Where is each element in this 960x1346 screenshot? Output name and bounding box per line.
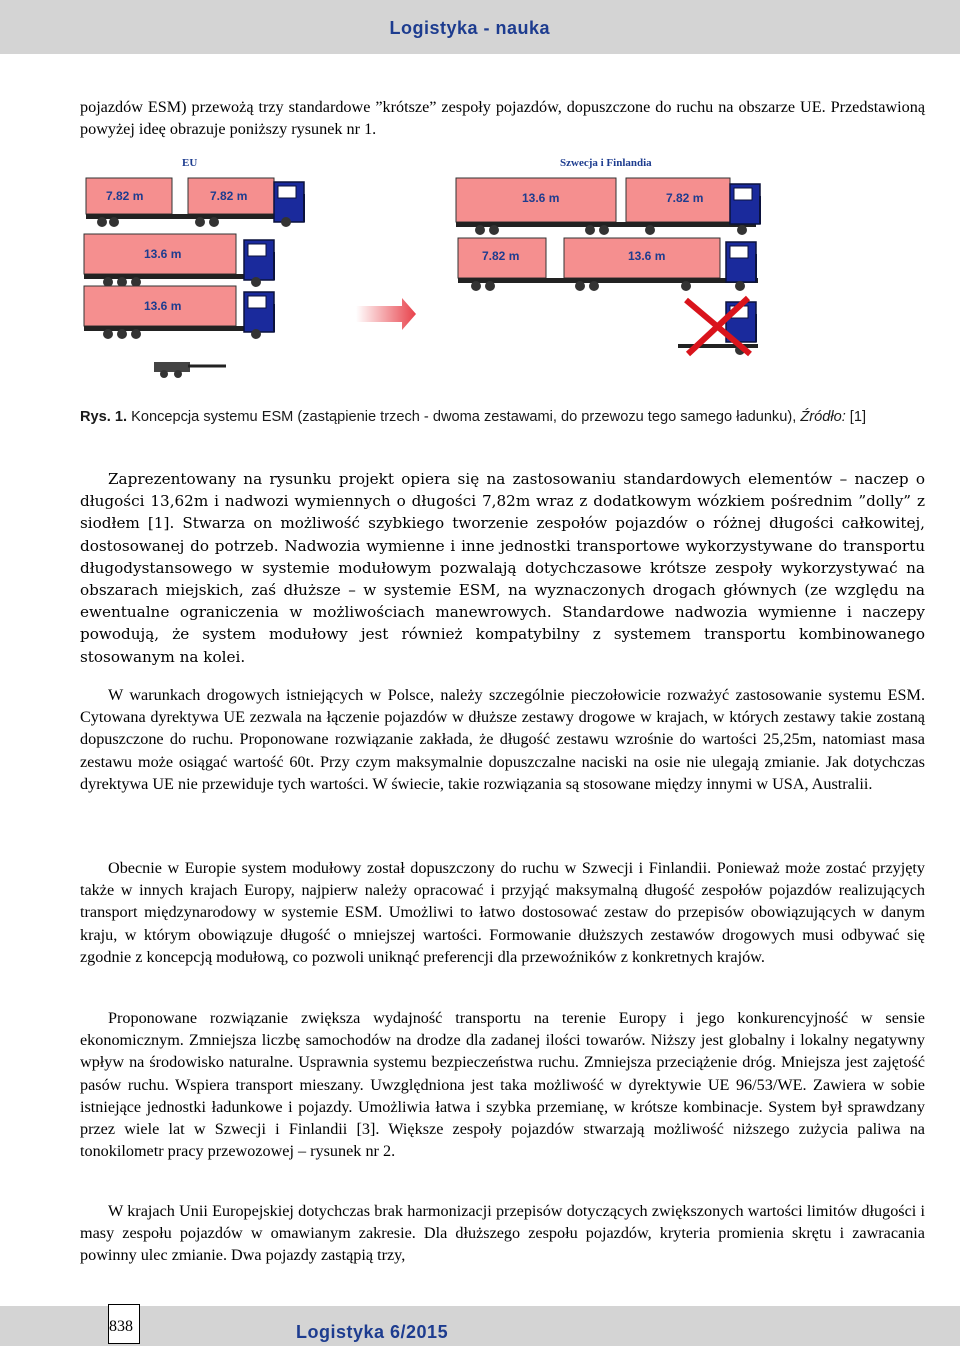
label-eu: EU xyxy=(182,157,198,169)
length-label: 13.6 m xyxy=(522,191,560,205)
caption-label: Rys. 1. xyxy=(80,409,128,425)
length-label: 13.6 m xyxy=(628,249,666,263)
dolly xyxy=(154,362,226,378)
caption-source-ref: [1] xyxy=(845,409,867,425)
figure-caption xyxy=(80,406,925,428)
caption-source-label: Źródło: xyxy=(800,409,846,425)
page-footer xyxy=(0,1306,960,1346)
arrow-icon xyxy=(356,298,416,330)
length-label: 13.6 m xyxy=(144,299,182,313)
length-label: 7.82 m xyxy=(666,191,704,205)
page-header xyxy=(0,0,960,54)
sf-truck-2 xyxy=(458,238,758,291)
intro-paragraph: pojazdów ESM) przewożą trzy standardowe ”krótsze” zespoły pojazdów, dopuszczone do ruchu na obszarze UE. Przedstawioną powyżej ideę obrazuje poniższy rysunek nr 1. xyxy=(80,98,925,139)
caption-text: Koncepcja systemu ESM (zastąpienie trzech - dwoma zestawami, do przewozu tego samego ładunku), xyxy=(127,409,801,425)
length-label: 7.82 m xyxy=(106,189,144,203)
length-label: 13.6 m xyxy=(144,247,182,261)
paragraph-2: W warunkach drogowych istniejących w Polsce, należy szczególnie pieczołowicie rozważyć zastosowanie systemu ESM. Cytowana dyrektywa UE zezwala na łączenie pojazdów w dłuższe zestawy drogowe w krajach, w których zestawy takie zostaną dopuszczone do ruchu. Proponowane rozwiązanie zakłada, że długość zestawu wzrośnie do wartości 25,25m, natomiast masa zestawu może osiągać wartość 60t. Przy czym maksymalnie dopuszczalne naciski na osie nie ulegają zmianie. Jak dotychczas dyrektywa UE nie przewiduje tych wartości. W świecie, takie rozwiązania są stosowane między innymi w USA, Australii. xyxy=(80,686,925,793)
label-sweden-finland: Szwecja i Finlandia xyxy=(560,157,652,169)
eu-truck-3 xyxy=(84,286,274,339)
sf-truck-1 xyxy=(456,178,760,235)
length-label: 7.82 m xyxy=(210,189,248,203)
sf-removed-truck xyxy=(678,298,758,355)
page-number: 838 xyxy=(109,1318,133,1335)
paragraph-5: W krajach Unii Europejskiej dotychczas brak harmonizacji przepisów dotyczących zwiększonych wartości limitów długości i masy zespołu pojazdów w omawianym zakresie. Dla dłuższego zespołu pojazdów, kryteria promienia skrętu i zawracania powinny ulec zmianie. Dwa pojazdy zastąpią trzy, xyxy=(80,1202,925,1265)
figure-esm-concept xyxy=(80,150,780,390)
eu-truck-2 xyxy=(84,234,274,287)
paragraph-1: Zaprezentowany na rysunku projekt opiera się na zastosowaniu standardowych elementów – naczep o długości 13,62m i nadwozi wymiennych o długości 7,82m wraz z dodatkowym wózkiem pośrednim ”dolly” z siodłem [1]. Stwarza on możliwość szybkiego tworzenie zespołów pojazdów o różnej długości całkowitej, dostosowanej do potrzeb. Nadwozia wymienne i inne jednostki transportowe wykorzystywane do transportu długodystansowego w systemie modułowym pozwalają dotychczasowe krótsze zespoły wykorzystywać na obszarach miejskich, zaś dłuższe – w systemie ESM, na wyznaczonych drogach głównych (ze względu na ewentualne ograniczenia w możliwościach manewrowych. Standardowe nadwozia wymienne i naczepy powodują, że system modułowy jest również kompatybilny z systemem transportu kombinowanego stosowanym na kolei. xyxy=(80,470,925,666)
length-label: 7.82 m xyxy=(482,249,520,263)
header-title: Logistyka - nauka xyxy=(389,18,550,38)
paragraph-3: Obecnie w Europie system modułowy został dopuszczony do ruchu w Szwecji i Finlandii. Ponieważ może zostać przyjęty także w innych krajach Europy, najpierw należy opracować i przyjąć maksymalną długość zespołów pojazdów realizujących transport międzynarodowy w systemie ESM. Umożliwi to łatwo dostosować zestaw do przepisów obowiązujących w danym kraju, w którym obowiązuje długość o mniejszej wartości. Formowanie dłuższych zestawów drogowych musi odbywać się zgodnie z koncepcją modułową, co pozwoli uniknąć preferencji dla przewoźników z konkretnych krajów. xyxy=(80,859,925,966)
footer-title: Logistyka 6/2015 xyxy=(296,1322,449,1342)
paragraph-4: Proponowane rozwiązanie zwiększa wydajność transportu na terenie Europy i jego konkurencyjność w sensie ekonomicznym. Zmniejsza liczbę samochodów na drodze dla zadanej ilości towarów. Niższy jest globalny i lokalny negatywny wpływ na środowisko naturalne. Usprawnia systemu bezpieczeństwa ruchu. Zmniejsza przeciążenie dróg. Mniejsza jest zajętość pasów ruchu. Wspiera transport mieszany. Uwzględniona jest taka możliwość w dyrektywie UE 96/53/WE. Zawiera w sobie istniejące jednostki ładunkowe i pojazdy. Umożliwia łatwa i szybka przemianę, w krótsze kombinacje. System był sprawdzany przez wiele lat w Szwecji i Finlandii [3]. Większe zespoły pojazdów stwarzają możliwość niższego zużycia paliwa na tonokilometr pracy przewozowej – rysunek nr 2. xyxy=(80,1009,925,1161)
eu-truck-1 xyxy=(86,178,304,227)
